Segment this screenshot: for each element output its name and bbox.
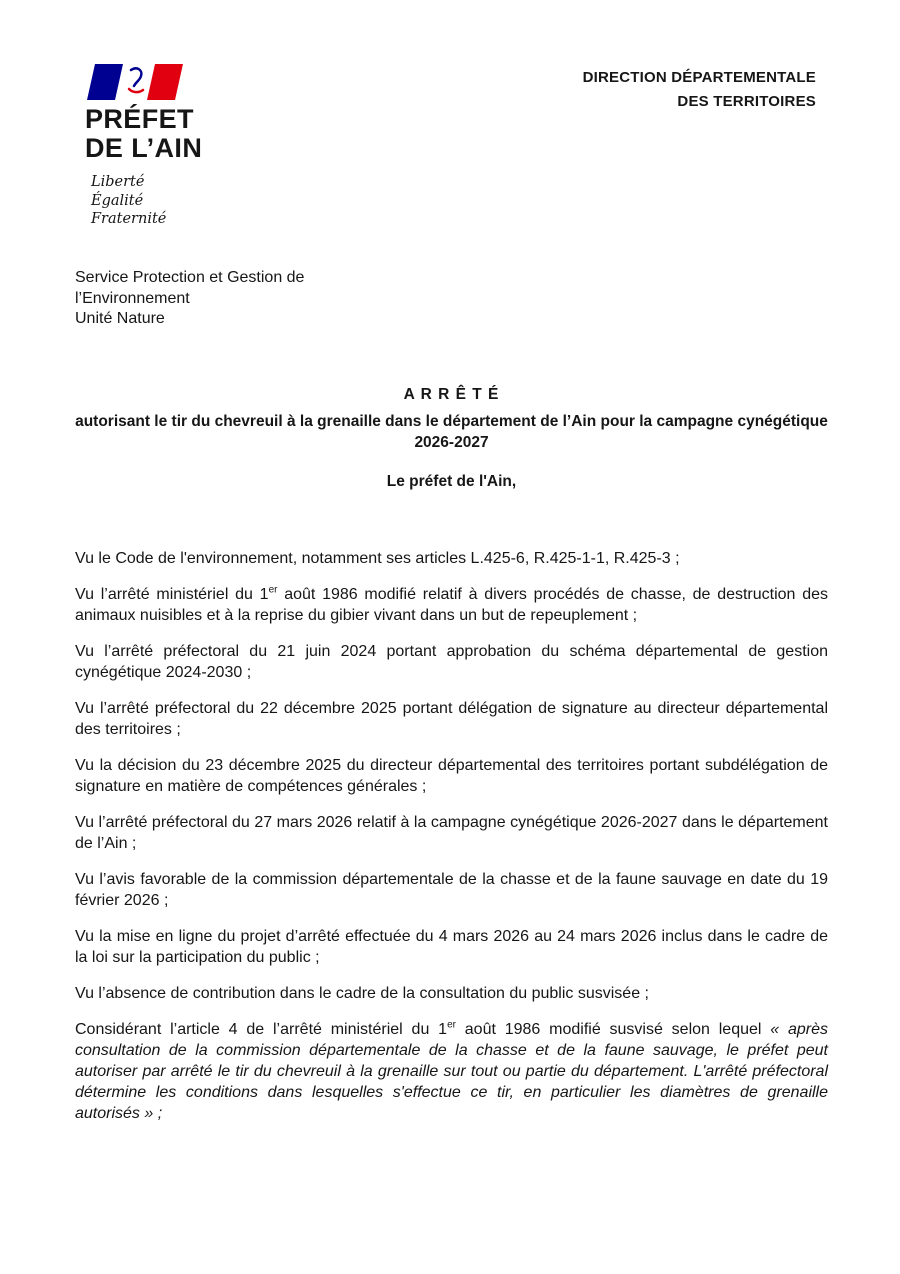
service-line2: l’Environnement [75, 289, 190, 307]
paragraph-segment: Vu l’arrêté ministériel du 1 [75, 586, 269, 603]
service-line3: Unité Nature [75, 310, 165, 327]
paragraph-segment: er [268, 584, 278, 596]
paragraph-segment: Vu l’arrêté préfectoral du 27 mars 2026 relatif à la campagne cynégétique 2026-2027 dans le département de l’Ain ; [75, 814, 828, 852]
motto-fraternite: Fraternité [91, 211, 167, 227]
prefet-line2: DE L’AIN [85, 133, 203, 163]
paragraph [75, 548, 828, 569]
paragraph [75, 926, 828, 968]
paragraph [75, 698, 828, 740]
paragraph-segment: er [447, 1019, 456, 1031]
paragraph-segment: Considérant l’article 4 de l’arrêté ministériel du 1 [75, 1021, 448, 1038]
paragraph [75, 812, 828, 854]
paragraph-segment: Vu le Code de l'environnement, notamment ses articles L.425-6, R.425-1-1, R.425-3 ; [75, 550, 680, 567]
prefet-line1: PRÉFET [85, 104, 194, 134]
paragraph [75, 755, 828, 797]
paragraph [75, 869, 828, 911]
service-block [75, 268, 304, 330]
prefet-name [85, 105, 265, 163]
paragraph-segment: Vu l’arrêté préfectoral du 22 décembre 2025 portant délégation de signature au directeur départemental des territoires ; [75, 700, 828, 738]
motto-liberte: Liberté [91, 174, 145, 190]
body-paragraphs [75, 548, 828, 1139]
paragraph-segment: Vu la décision du 23 décembre 2025 du directeur départemental des territoires portant subdélégation de signature en matière de compétences générales ; [75, 757, 828, 795]
paragraph-segment: Vu l’absence de contribution dans le cadre de la consultation du public susvisée ; [75, 985, 649, 1002]
motto-egalite: Égalité [91, 192, 144, 209]
paragraph [75, 584, 828, 626]
french-flag-icon [87, 64, 183, 100]
salutation: Le préfet de l'Ain, [386, 473, 517, 490]
direction-line2: DES TERRITOIRES [677, 93, 816, 110]
paragraph-segment: Vu l’arrêté préfectoral du 21 juin 2024 portant approbation du schéma départemental de gestion cynégétique 2024-2030 ; [75, 643, 828, 681]
paragraph [75, 1019, 828, 1124]
title-block [75, 386, 828, 453]
paragraph [75, 641, 828, 683]
arrete-title: A R R Ê T É [403, 386, 500, 403]
paragraph-segment: Vu la mise en ligne du projet d’arrêté effectuée du 4 mars 2026 au 24 mars 2026 inclus dans le cadre de la loi sur la participation du public ; [75, 928, 828, 966]
direction-header [583, 66, 816, 114]
motto [91, 173, 265, 229]
republique-logo [85, 64, 265, 229]
paragraph-segment: Vu l’avis favorable de la commission départementale de la chasse et de la faune sauvage en date du 19 février 2026 ; [75, 871, 828, 909]
arrete-subtitle: autorisant le tir du chevreuil à la grenaille dans le département de l’Ain pour la campagne cynégétique 2026-2027 [75, 413, 828, 451]
direction-line1: DIRECTION DÉPARTEMENTALE [582, 69, 816, 86]
service-line1: Service Protection et Gestion de [75, 269, 305, 286]
paragraph-segment: « après consultation de la commission départementale de la chasse et de la faune sauvage, le préfet peut autoriser par arrêté le tir du chevreuil à la grenaille sur tout ou partie du département. L'arrêté préfectoral détermine les conditions dans lesquelles s'effectue ce tir, en particulier les diamètres de grenaille autorisés » ; [75, 1021, 828, 1122]
paragraph-segment: août 1986 modifié relatif à divers procédés de chasse, de destruction des animaux nuisibles et à la reprise du gibier vivant dans un but de repeuplement ; [75, 586, 828, 624]
paragraph-segment: août 1986 modifié susvisé selon lequel [455, 1021, 771, 1038]
paragraph [75, 983, 828, 1004]
